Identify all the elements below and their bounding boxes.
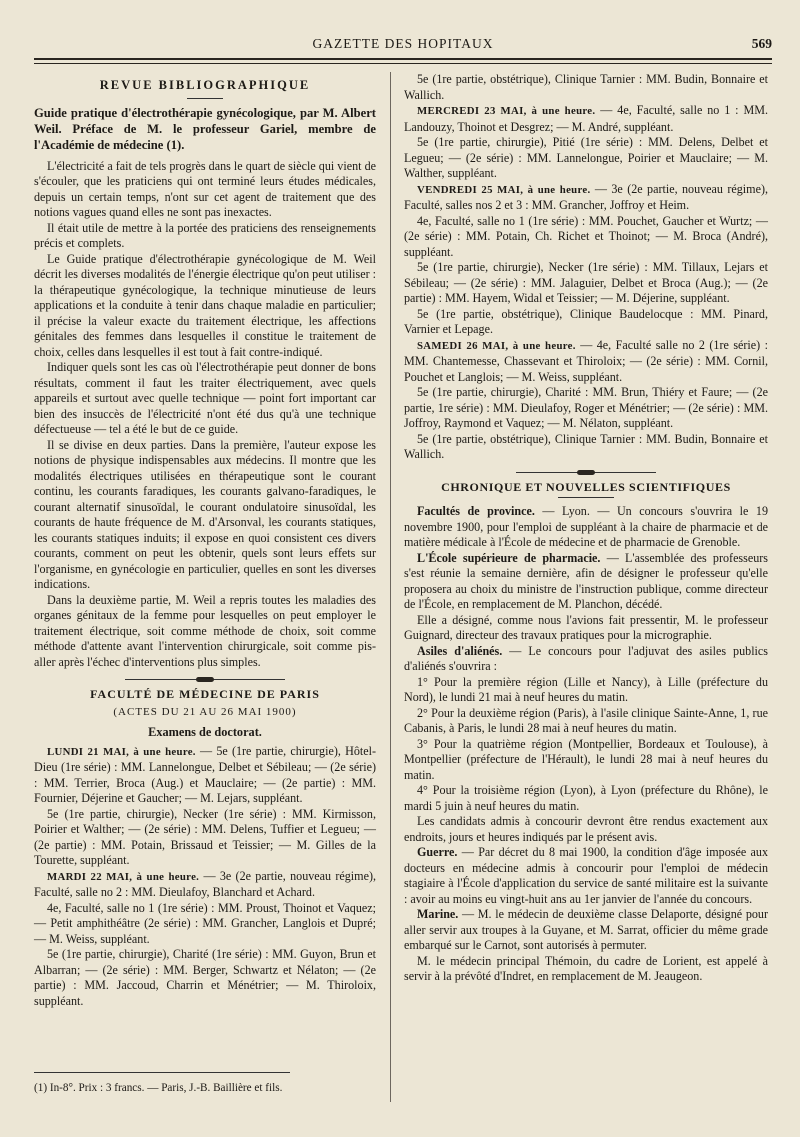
exam-entry	[404, 385, 768, 432]
right-exam-list	[404, 72, 768, 463]
news-item-text: M. le médecin principal Thémoin, du cadre de Lorient, est appelé à servir à la prévôté d'Indret, en remplacement de M. Jeaugeon.	[404, 953, 768, 983]
exam-entry	[404, 307, 768, 338]
exam-entry-text: 4e, Faculté, salle no 1 (1re série) : MM. Pouchet, Gaucher et Wurtz; — (2e série) : MM. Potain, Ch. Richet et Thoinot; — M. Broca (André), suppléant.	[404, 213, 768, 259]
page-header	[34, 36, 772, 58]
exam-entry-text: — 3e (2e partie, nouveau régime), Faculté, salle no 2 : MM. Dieulafoy, Blanchard et Achard.	[34, 868, 376, 899]
left-column	[34, 72, 376, 1009]
news-item	[404, 706, 768, 737]
exam-entry-text: 5e (1re partie, obstétrique), Clinique Tarnier : MM. Budin, Bonnaire et Wallich.	[404, 431, 768, 461]
news-item-text: — M. le médecin de deuxième classe Delaporte, désigné pour aller servir aux troupes à la Guyane, et M. Sarrat, officier du même grade embarqué sur le Carnot, sont autorisés à permuter.	[404, 907, 768, 952]
book-title: Guide pratique d'électrothérapie gynécologique, par M. Albert Weil. Préface de M. le professeur Gariel, membre de l'Académie de médecine (1).	[34, 105, 376, 152]
news-item	[404, 504, 768, 551]
news-item-text: — Lyon. — Un concours s'ouvrira le 19 novembre 1900, pour l'emploi de suppléant à la chaire de pharmacie et de matière médicale à l'École de médecine et de pharmacie de Grenoble.	[404, 504, 768, 549]
review-paragraph: Dans la deuxième partie, M. Weil a repris toutes les maladies des organes génitaux de la femme pour lesquelles on peut employer le traitement électrique, soit comme méthode de choix, soit comme méthode d'attente avant l'intervention chirurgicale, soit comme pis-aller après l'échec d'interventions plus simples.	[34, 592, 376, 669]
exam-entry	[404, 214, 768, 261]
review-body	[34, 159, 376, 671]
exam-entry-text: 5e (1re partie, chirurgie), Charité (1re série) : MM. Guyon, Brun et Albarran; — (2e série) : MM. Berger, Schwartz et Nélaton; — (2e partie) : MM. Jaccoud, Charrin et Ménétrier; — M. Thiroloix, suppléant.	[34, 947, 376, 1008]
journal-title: GAZETTE DES HOPITAUX	[312, 36, 494, 51]
faculte-title: FACULTÉ DE MÉDECINE DE PARIS	[90, 687, 320, 701]
exam-entry-lead: VENDREDI 25 MAI, à une heure.	[417, 183, 591, 196]
exam-entry	[404, 103, 768, 135]
news-item-text: 4° Pour la troisième région (Lyon), à Lyon (préfecture du Rhône), le mardi 5 juin à neuf heures du matin.	[404, 783, 768, 813]
news-item-lead: Asiles d'aliénés.	[417, 643, 503, 658]
news-item	[404, 814, 768, 845]
exam-entry-text: — 3e (2e partie, nouveau régime), Faculté, salles nos 2 et 3 : MM. Grancher, Joffroy et Heim.	[404, 181, 768, 212]
news-item-text: 1° Pour la première région (Lille et Nancy), à Lille (préfecture du Nord), le lundi 21 mai à neuf heures du matin.	[404, 674, 768, 704]
exam-entry	[404, 182, 768, 214]
news-item	[404, 551, 768, 613]
exam-entry	[34, 807, 376, 869]
exam-entry-lead: SAMEDI 26 MAI, à une heure.	[417, 339, 576, 352]
news-item	[404, 737, 768, 784]
exam-entry-text: — 4e, Faculté salle no 2 (1re série) : MM. Chantemesse, Chassevant et Thiroloix; — (2e série) : MM. Cornil, Pouchet et Langlois; — M. Weiss, suppléant.	[404, 337, 768, 384]
short-rule	[187, 98, 223, 99]
exam-entry-text: 5e (1re partie, chirurgie), Charité : MM. Brun, Thiéry et Faure; — (2e partie, 1re série) : MM. Dieulafoy, Roger et Ménétrier; — (2e série) : MM. Joffroy, Raymond et Vaquez; — M. Nélaton, suppléant.	[404, 385, 768, 430]
news-item	[404, 613, 768, 644]
news-item	[404, 783, 768, 814]
footnote: (1) In-8°. Prix : 3 francs. — Paris, J.-B. Baillière et fils.	[34, 1082, 283, 1094]
news-item-text: Elle a désigné, comme nous l'avions fait pressentir, M. le professeur Guignard, directeur des travaux pratiques pour la micrographie.	[404, 612, 768, 642]
faculte-subtitle: (ACTES DU 21 AU 26 MAI 1900)	[113, 705, 297, 718]
news-item-lead: L'École supérieure de pharmacie.	[417, 550, 601, 565]
short-rule	[558, 497, 614, 498]
exam-entry-text: 5e (1re partie, chirurgie), Necker (1re série) : MM. Kirmisson, Poirier et Walther; — (2e série) : MM. Delens, Tuffier et Legueu; — (2e partie) : MM. Potain, Brissaud et Teissier; — M. Gilles de la Tourette, suppléant.	[34, 806, 376, 867]
news-item-text: — Par décret du 8 mai 1900, la condition d'âge imposée aux docteurs en médecine admis à concourir pour l'emploi de médecin stagiaire à l'École d'application du service de santé militaire est la suivante : avoir au moins eu vingt-huit ans au 1er janvier de l'année du concours.	[404, 845, 768, 906]
exam-entry	[34, 947, 376, 1009]
chronique-title: CHRONIQUE ET NOUVELLES SCIENTIFIQUES	[441, 479, 731, 494]
ornament-divider	[125, 679, 285, 680]
news-item	[404, 644, 768, 675]
review-paragraph: Indiquer quels sont les cas où l'électrothérapie peut donner de bons résultats, comment il faut les traiter électriquement, avec quels appareils et surtout avec quelle technique — point fort important car bien des insuccès de l'électricité n'ont été dus qu'à une technique défectueuse — tel a été le but de ce guide.	[34, 360, 376, 436]
header-rule-thin	[34, 63, 772, 64]
footnote-rule	[34, 1072, 290, 1073]
left-exam-list	[34, 744, 376, 1010]
examens-title: Examens de doctorat.	[148, 725, 262, 739]
review-paragraph: Le Guide pratique d'électrothérapie gynécologique de M. Weil décrit les diverses modalités de l'énergie électrique qu'on peut utiliser : la thérapeutique gynécologique, la technique minutieuse de leurs applications et la conduite à tenir dans chaque maladie en particulier; il précise la valeur exacte du traitement électrique, les affections génitales des femmes dans lesquelles il constitue le traitement de choix, celles dans lesquelles il est tout à fait contre-indiqué.	[34, 251, 376, 359]
exam-entry	[404, 260, 768, 307]
exam-entry	[404, 338, 768, 386]
news-item	[404, 954, 768, 985]
exam-entry	[34, 901, 376, 948]
exam-entry	[404, 432, 768, 463]
exam-entry-text: 5e (1re partie, obstétrique), Clinique Tarnier : MM. Budin, Bonnaire et Wallich.	[404, 72, 768, 102]
news-item	[404, 907, 768, 954]
exam-entry	[34, 744, 376, 807]
news-item-text: — L'assemblée des professeurs s'est réunie la semaine dernière, afin de désigner le professeur qu'elle proposera au choix du ministre de l'instruction publique, comme directeur de l'École, en remplacement de M. Planchon, décédé.	[404, 550, 768, 611]
news-item	[404, 845, 768, 907]
exam-entry-text: — 5e (1re partie, chirurgie), Hôtel-Dieu (1re série) : MM. Lannelongue, Delbet et Sébileau; — (2e série) : MM. Terrier, Broca (Aug.) et Mauclaire; — (2e partie) : MM. Fournier, Déjerine et Gaucher; — M. Lejars, suppléant.	[34, 743, 376, 805]
review-paragraph: Il se divise en deux parties. Dans la première, l'auteur expose les notions de physique indispensables aux médecins. Il montre que les modalités électriques utilisées en thérapeutique sont le courant continu, les courants faradiques, les courants galvano-faradiques, le courant alternatif sinusoïdal, le courant ondulatoire sinusoïdal, les courants de haute fréquence de M. d'Arsonval, les courants statiques, les courants statiques induits; il expose en quoi consistent ces divers courants, comment on peut les obtenir, quels sont leurs effets sur l'organisme, en gynécologie en particulier, quelles en sont les diverses indications.	[34, 437, 376, 591]
news-item	[404, 675, 768, 706]
exam-entry	[404, 72, 768, 103]
column-divider	[390, 72, 391, 1102]
news-item-text: 3° Pour la quatrième région (Montpellier, Bordeaux et Toulouse), à Montpellier (préfecture de l'Hérault), le lundi 28 mai à neuf heures du matin.	[404, 736, 768, 782]
review-paragraph: L'électricité a fait de tels progrès dans le quart de siècle qui vient de s'écouler, que les praticiens qui ont terminé leurs études médicales, depuis un certain temps, n'ont sur cet agent de traitement que des notions vagues quand elles ne sont pas inexactes.	[34, 158, 376, 219]
header-rule	[34, 58, 772, 60]
exam-entry-lead: MERCREDI 23 MAI, à une heure.	[417, 105, 596, 117]
news-item-text: 2° Pour la deuxième région (Paris), à l'asile clinique Sainte-Anne, 1, rue Cabanis, à Paris, le lundi 28 mai à neuf heures du matin.	[404, 705, 768, 735]
exam-entry-text: 5e (1re partie, chirurgie), Necker (1re série) : MM. Tillaux, Lejars et Sébileau; — (2e série) : MM. Jalaguier, Delbet et Broca (Aug.); — (2e partie) : MM. Hayem, Widal et Teissier; — M. Déjerine, suppléant.	[404, 260, 768, 305]
exam-entry-lead: LUNDI 21 MAI, à une heure.	[47, 745, 196, 758]
exam-entry-text: 5e (1re partie, obstétrique), Clinique Baudelocque : MM. Pinard, Varnier et Lepage.	[404, 306, 768, 336]
right-column	[404, 72, 768, 985]
news-list	[404, 504, 768, 985]
review-paragraph: Il était utile de mettre à la portée des praticiens des renseignements précis et complets.	[34, 220, 376, 250]
news-item-lead: Marine.	[417, 907, 459, 921]
news-item-text: — Le concours pour l'adjuvat des asiles publics d'aliénés s'ouvrira :	[404, 643, 768, 673]
ornament-divider	[516, 472, 656, 473]
news-item-lead: Facultés de province.	[417, 504, 535, 518]
news-item-lead: Guerre.	[417, 845, 458, 859]
exam-entry-text: — 4e, Faculté, salle no 1 : MM. Landouzy, Thoinot et Desgrez; — M. André, suppléant.	[404, 103, 768, 134]
exam-entry	[34, 869, 376, 901]
exam-entry-text: 5e (1re partie, chirurgie), Pitié (1re série) : MM. Delens, Delbet et Legueu; — (2e série) : MM. Lannelongue, Poirier et Mauclaire; — M. Walther, suppléant.	[404, 135, 768, 180]
exam-entry	[404, 135, 768, 182]
exam-entry-text: 4e, Faculté, salle no 1 (1re série) : MM. Proust, Thoinot et Vaquez; — Petit amphithéâtre (2e série) : MM. Grancher, Langlois et Dupré; — M. Weiss, suppléant.	[34, 900, 376, 946]
news-item-text: Les candidats admis à concourir devront être rendus exactement aux endroits, jours et heures indiqués par le présent avis.	[404, 814, 768, 844]
revue-title: REVUE BIBLIOGRAPHIQUE	[99, 78, 311, 92]
exam-entry-lead: MARDI 22 MAI, à une heure.	[47, 870, 200, 883]
page-number: 569	[751, 36, 772, 51]
